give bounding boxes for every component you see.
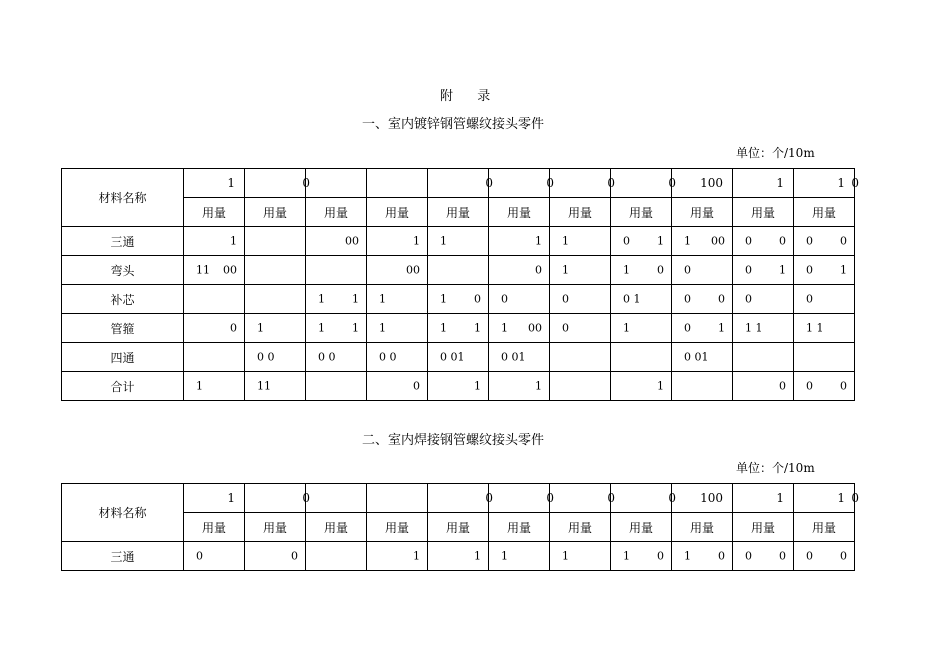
- size-header-part: 0: [546, 491, 554, 505]
- quantity-cell: [428, 227, 489, 256]
- quantity-part: 1: [230, 234, 237, 248]
- quantity-cell: [245, 314, 306, 343]
- quantity-cell: [367, 227, 428, 256]
- size-header-part: 0: [485, 176, 493, 190]
- quantity-part: 1: [474, 321, 481, 335]
- usage-header-cell: 用量: [428, 198, 489, 227]
- quantity-part: 1: [318, 292, 325, 306]
- quantity-part: 1 1: [806, 321, 824, 335]
- quantity-cell: [672, 542, 733, 571]
- quantity-cell: [733, 285, 794, 314]
- quantity-part: 1: [562, 234, 569, 248]
- size-header-part: 0: [851, 491, 859, 505]
- quantity-cell: [184, 227, 245, 256]
- material-name-cell: 弯头: [62, 256, 184, 285]
- quantity-part: 0: [718, 292, 725, 306]
- quantity-part: 0: [745, 292, 752, 306]
- size-header-cell: [611, 169, 676, 198]
- table-row: [62, 542, 855, 571]
- quantity-cell: [611, 542, 672, 571]
- quantity-part: 0 0: [318, 350, 336, 364]
- size-header-cell: [489, 484, 554, 513]
- quantity-part: 0 01: [684, 350, 709, 364]
- size-header-cell: [367, 169, 428, 198]
- quantity-cell: [550, 227, 611, 256]
- size-header-cell: [428, 169, 493, 198]
- size-header-part: 0: [851, 176, 859, 190]
- quantity-cell: [672, 285, 733, 314]
- usage-header-cell: 用量: [550, 513, 611, 542]
- quantity-cell: [733, 256, 794, 285]
- quantity-cell: [489, 372, 550, 401]
- quantity-cell: [794, 256, 855, 285]
- quantity-part: 0 1: [623, 292, 641, 306]
- size-header-cell: [306, 169, 367, 198]
- quantity-cell: [672, 256, 733, 285]
- usage-header-cell: 用量: [794, 198, 855, 227]
- quantity-cell: [245, 256, 306, 285]
- table-row: [62, 314, 855, 343]
- quantity-part: 0: [779, 234, 786, 248]
- usage-header-cell: 用量: [306, 198, 367, 227]
- quantity-cell: [245, 227, 306, 256]
- quantity-part: 0: [562, 292, 569, 306]
- size-header-part: 0: [607, 491, 615, 505]
- quantity-cell: [306, 227, 367, 256]
- table-row: [62, 343, 855, 372]
- quantity-cell: [367, 314, 428, 343]
- quantity-part: 1: [562, 263, 569, 277]
- quantity-part: 0: [684, 263, 691, 277]
- usage-header-cell: 用量: [672, 198, 733, 227]
- quantity-cell: [733, 542, 794, 571]
- quantity-part: 0: [745, 263, 752, 277]
- quantity-part: 0: [501, 292, 508, 306]
- usage-header-cell: 用量: [184, 198, 245, 227]
- quantity-part: 0: [806, 263, 813, 277]
- quantity-part: 1: [779, 263, 786, 277]
- quantity-part: 00: [528, 321, 542, 335]
- size-header-part: 100: [700, 176, 723, 190]
- quantity-part: 00: [345, 234, 359, 248]
- quantity-cell: [672, 343, 733, 372]
- usage-header-cell: 用量: [733, 513, 794, 542]
- quantity-cell: [611, 227, 672, 256]
- quantity-part: 1: [623, 263, 630, 277]
- material-name-header: 材料名称: [62, 484, 184, 542]
- quantity-cell: [184, 372, 245, 401]
- quantity-cell: [794, 227, 855, 256]
- size-header-cell: [550, 484, 615, 513]
- quantity-cell: [245, 285, 306, 314]
- material-name-cell: 三通: [62, 227, 184, 256]
- quantity-part: 1: [413, 549, 420, 563]
- size-header-part: 0: [485, 491, 493, 505]
- quantity-part: 0: [745, 549, 752, 563]
- size-header-cell: [550, 169, 615, 198]
- usage-header-cell: 用量: [428, 513, 489, 542]
- quantity-part: 0: [718, 549, 725, 563]
- quantity-cell: [245, 372, 306, 401]
- quantity-part: 0: [745, 234, 752, 248]
- section2-title: 二、室内焊接钢管螺纹接头零件: [362, 433, 545, 448]
- quantity-part: 0: [779, 549, 786, 563]
- size-header-part: 1: [776, 491, 784, 505]
- quantity-cell: [550, 256, 611, 285]
- quantity-part: 00: [406, 263, 420, 277]
- quantity-part: 0: [840, 549, 847, 563]
- size-header-part: 0: [607, 176, 615, 190]
- quantity-cell: [489, 227, 550, 256]
- quantity-cell: [489, 343, 550, 372]
- size-header-cell: [306, 484, 367, 513]
- size-header-part: 0: [302, 176, 310, 190]
- size-header-row: [62, 169, 855, 198]
- quantity-part: 0: [657, 263, 664, 277]
- quantity-part: 0: [806, 549, 813, 563]
- size-header-part: 0: [668, 176, 676, 190]
- usage-header-cell: 用量: [733, 198, 794, 227]
- section2-unit-label: 单位：个/10m: [736, 461, 815, 475]
- quantity-cell: [611, 343, 672, 372]
- quantity-part: 1: [623, 321, 630, 335]
- quantity-part: 0: [196, 549, 203, 563]
- size-header-cell: [245, 484, 310, 513]
- quantity-cell: [306, 542, 367, 571]
- quantity-part: 1: [535, 379, 542, 393]
- quantity-cell: [794, 372, 855, 401]
- quantity-cell: [733, 343, 794, 372]
- quantity-cell: [245, 343, 306, 372]
- quantity-cell: [367, 372, 428, 401]
- quantity-part: 0: [623, 234, 630, 248]
- quantity-cell: [733, 372, 794, 401]
- usage-header-cell: 用量: [306, 513, 367, 542]
- quantity-part: 1: [440, 234, 447, 248]
- size-header-cell: [794, 484, 859, 513]
- quantity-cell: [611, 285, 672, 314]
- quantity-cell: [306, 256, 367, 285]
- quantity-part: 1: [352, 321, 359, 335]
- usage-header-cell: 用量: [245, 513, 306, 542]
- quantity-part: 1: [257, 321, 264, 335]
- quantity-part: 0 01: [440, 350, 465, 364]
- size-header-part: 0: [302, 491, 310, 505]
- material-name-cell: 补芯: [62, 285, 184, 314]
- quantity-part: 0: [535, 263, 542, 277]
- quantity-part: 0: [230, 321, 237, 335]
- quantity-cell: [733, 227, 794, 256]
- quantity-cell: [184, 542, 245, 571]
- quantity-part: 0 01: [501, 350, 526, 364]
- quantity-cell: [794, 285, 855, 314]
- table-row: [62, 227, 855, 256]
- size-header-part: 1: [776, 176, 784, 190]
- size-header-part: 1: [837, 491, 845, 505]
- size-header-row: [62, 484, 855, 513]
- quantity-part: 1: [196, 379, 203, 393]
- quantity-cell: [794, 314, 855, 343]
- size-header-cell: [672, 169, 733, 198]
- quantity-part: 1: [840, 263, 847, 277]
- usage-header-cell: 用量: [611, 198, 672, 227]
- quantity-part: 11: [196, 263, 210, 277]
- usage-header-cell: 用量: [611, 513, 672, 542]
- size-header-cell: [489, 169, 554, 198]
- quantity-cell: [367, 542, 428, 571]
- section1-unit-label: 单位：个/10m: [736, 146, 815, 160]
- quantity-cell: [672, 372, 733, 401]
- size-header-cell: [672, 484, 733, 513]
- quantity-cell: [184, 285, 245, 314]
- material-name-cell: 管箍: [62, 314, 184, 343]
- quantity-part: 1: [413, 234, 420, 248]
- quantity-part: 0: [840, 379, 847, 393]
- size-header-part: 1: [227, 176, 235, 190]
- usage-header-cell: 用量: [794, 513, 855, 542]
- quantity-cell: [367, 343, 428, 372]
- usage-header-cell: 用量: [245, 198, 306, 227]
- size-header-cell: [245, 169, 310, 198]
- quantity-cell: [489, 542, 550, 571]
- quantity-cell: [428, 372, 489, 401]
- size-header-cell: [184, 169, 245, 198]
- quantity-cell: [672, 227, 733, 256]
- material-name-cell: 合计: [62, 372, 184, 401]
- usage-header-cell: 用量: [367, 198, 428, 227]
- quantity-part: 1: [657, 234, 664, 248]
- quantity-part: 11: [257, 379, 271, 393]
- size-header-cell: [733, 484, 794, 513]
- size-header-cell: [794, 169, 859, 198]
- quantity-part: 1: [684, 549, 691, 563]
- section1-table: [61, 168, 859, 401]
- quantity-part: 0: [413, 379, 420, 393]
- size-header-part: 100: [700, 491, 723, 505]
- quantity-cell: [428, 343, 489, 372]
- quantity-part: 1: [440, 292, 447, 306]
- quantity-part: 0: [779, 379, 786, 393]
- size-header-cell: [733, 169, 794, 198]
- quantity-part: 1: [562, 549, 569, 563]
- material-name-cell: 四通: [62, 343, 184, 372]
- quantity-part: 1: [657, 379, 664, 393]
- size-header-cell: [611, 484, 676, 513]
- quantity-part: 1: [718, 321, 725, 335]
- quantity-cell: [550, 314, 611, 343]
- quantity-part: 1: [474, 379, 481, 393]
- size-header-cell: [428, 484, 493, 513]
- quantity-part: 0: [806, 379, 813, 393]
- usage-header-cell: 用量: [367, 513, 428, 542]
- section1-title: 一、室内镀锌钢管螺纹接头零件: [362, 117, 545, 132]
- quantity-cell: [184, 343, 245, 372]
- usage-header-cell: 用量: [489, 513, 550, 542]
- quantity-part: 0: [474, 292, 481, 306]
- quantity-part: 1: [318, 321, 325, 335]
- quantity-cell: [306, 372, 367, 401]
- size-header-cell: [367, 484, 428, 513]
- quantity-cell: [733, 314, 794, 343]
- quantity-cell: [550, 542, 611, 571]
- quantity-cell: [672, 314, 733, 343]
- quantity-part: 0: [806, 234, 813, 248]
- material-name-cell: 三通: [62, 542, 184, 571]
- table-row: [62, 256, 855, 285]
- quantity-cell: [428, 256, 489, 285]
- quantity-part: 1: [623, 549, 630, 563]
- quantity-cell: [306, 314, 367, 343]
- quantity-cell: [428, 285, 489, 314]
- section2-table: [61, 483, 859, 571]
- size-header-cell: [184, 484, 245, 513]
- quantity-part: 0 0: [379, 350, 397, 364]
- quantity-part: 00: [223, 263, 237, 277]
- quantity-part: 0: [806, 292, 813, 306]
- quantity-cell: [367, 256, 428, 285]
- quantity-part: 1: [379, 292, 386, 306]
- quantity-part: 0: [291, 549, 298, 563]
- quantity-cell: [611, 372, 672, 401]
- quantity-part: 0: [840, 234, 847, 248]
- quantity-part: 1: [684, 234, 691, 248]
- size-header-part: 1: [227, 491, 235, 505]
- quantity-cell: [794, 343, 855, 372]
- quantity-part: 0: [562, 321, 569, 335]
- quantity-part: 1: [501, 549, 508, 563]
- quantity-part: 00: [711, 234, 725, 248]
- usage-header-cell: 用量: [672, 513, 733, 542]
- quantity-part: 1 1: [745, 321, 763, 335]
- quantity-part: 0 0: [257, 350, 275, 364]
- quantity-cell: [367, 285, 428, 314]
- table-row: [62, 372, 855, 401]
- quantity-cell: [489, 314, 550, 343]
- quantity-part: 1: [474, 549, 481, 563]
- quantity-cell: [306, 285, 367, 314]
- quantity-cell: [794, 542, 855, 571]
- quantity-cell: [489, 285, 550, 314]
- quantity-cell: [306, 343, 367, 372]
- usage-header-cell: 用量: [489, 198, 550, 227]
- quantity-part: 0: [684, 321, 691, 335]
- quantity-part: 1: [440, 321, 447, 335]
- size-header-part: 1: [837, 176, 845, 190]
- quantity-cell: [611, 314, 672, 343]
- material-name-header: 材料名称: [62, 169, 184, 227]
- quantity-part: 1: [535, 234, 542, 248]
- quantity-cell: [611, 256, 672, 285]
- usage-header-cell: 用量: [550, 198, 611, 227]
- quantity-cell: [550, 372, 611, 401]
- quantity-part: 1: [379, 321, 386, 335]
- quantity-cell: [489, 256, 550, 285]
- quantity-cell: [428, 542, 489, 571]
- quantity-cell: [184, 256, 245, 285]
- quantity-cell: [550, 343, 611, 372]
- usage-header-cell: 用量: [184, 513, 245, 542]
- quantity-cell: [550, 285, 611, 314]
- size-header-part: 0: [546, 176, 554, 190]
- quantity-cell: [245, 542, 306, 571]
- quantity-part: 0: [657, 549, 664, 563]
- appendix-heading: 附 录: [440, 89, 491, 104]
- quantity-part: 1: [501, 321, 508, 335]
- quantity-part: 0: [684, 292, 691, 306]
- table-row: [62, 285, 855, 314]
- quantity-cell: [184, 314, 245, 343]
- size-header-part: 0: [668, 491, 676, 505]
- quantity-part: 1: [352, 292, 359, 306]
- quantity-cell: [428, 314, 489, 343]
